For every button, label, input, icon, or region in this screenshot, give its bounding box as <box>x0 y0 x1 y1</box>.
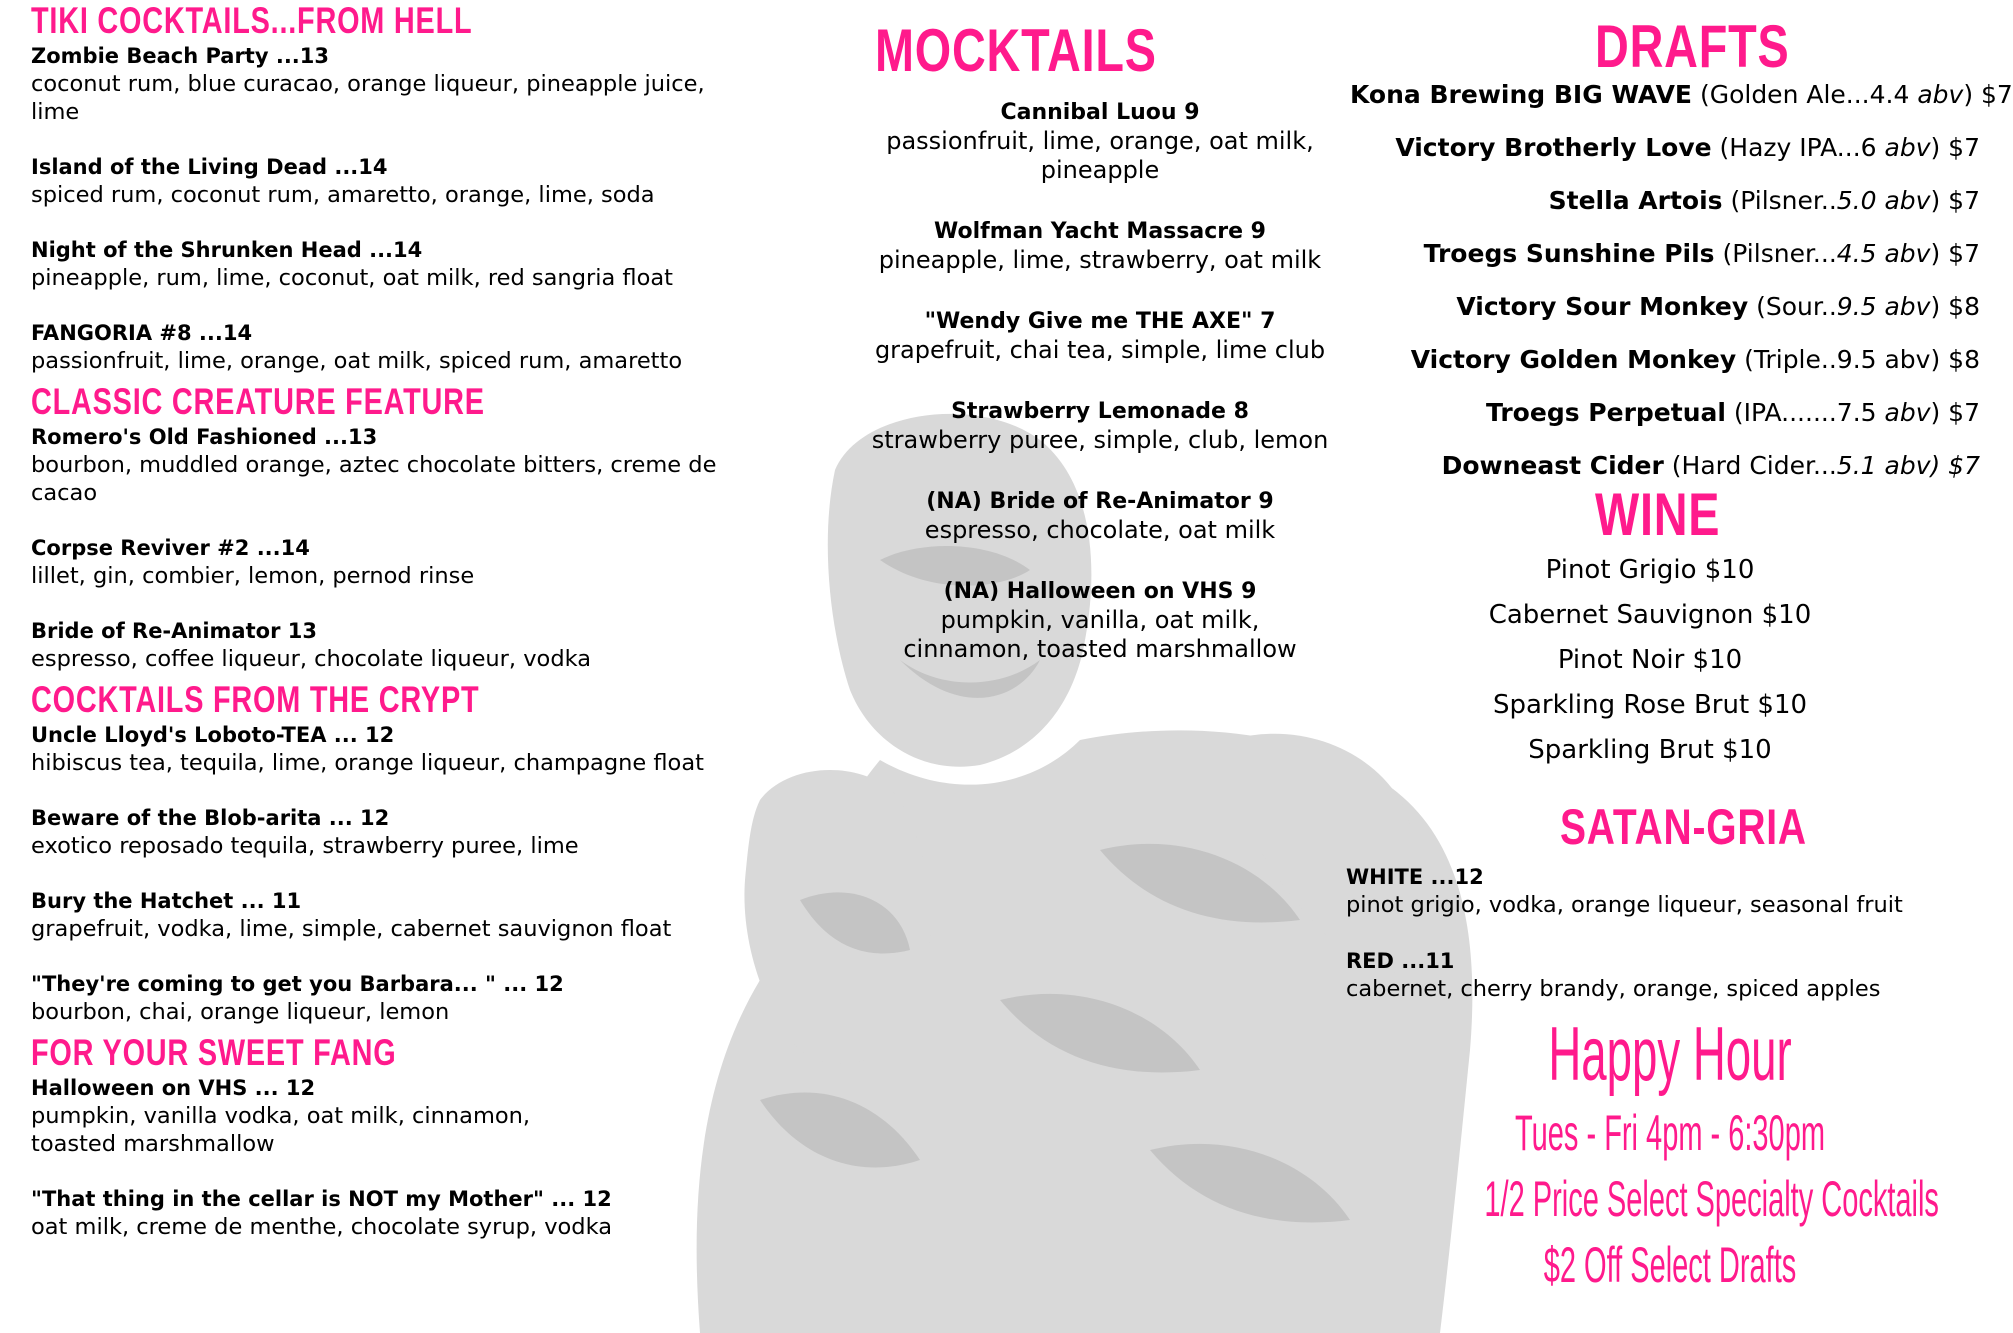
item-desc: pumpkin, vanilla vodka, oat milk, cinnamon, toasted marshmallow <box>31 1103 531 1157</box>
item-desc: cabernet, cherry brandy, orange, spiced apples <box>1346 976 1881 1002</box>
draft-item <box>1350 78 2013 111</box>
menu-item <box>31 804 751 860</box>
item-name: Strawberry Lemonade 8 <box>951 399 1249 424</box>
item-name: FANGORIA #8 ...14 <box>31 321 253 345</box>
draft-price: ) $8 <box>1930 345 1980 374</box>
draft-style: (Triple..9.5 abv <box>1736 345 1931 374</box>
item-desc: espresso, chocolate, oat milk <box>924 516 1276 544</box>
wine-item: Cabernet Sauvignon $10 <box>1488 600 1812 630</box>
item-name: "They're coming to get you Barbara... " ... 12 <box>31 972 564 996</box>
wine-item: Sparkling Brut $10 <box>1528 735 1772 765</box>
happy-hour-line: Tues - Fri 4pm - 6:30pm <box>1515 1105 1825 1161</box>
right-column <box>1346 0 2013 1293</box>
menu-item <box>31 1185 751 1241</box>
item-name: Bury the Hatchet ... 11 <box>31 889 302 913</box>
draft-style: (Sour.. <box>1748 292 1837 321</box>
menu-item <box>31 721 751 777</box>
draft-price: ) $7 <box>1930 398 1980 427</box>
wine-heading-wrap <box>1350 482 1990 548</box>
item-name: Beware of the Blob-arita ... 12 <box>31 806 390 830</box>
item-name: Island of the Living Dead ...14 <box>31 155 388 179</box>
item-desc: hibiscus tea, tequila, lime, orange liqueur, champagne float <box>31 750 704 776</box>
happy-hour-title: Happy Hour <box>1548 1012 1792 1097</box>
draft-item <box>1350 184 1980 217</box>
menu-item <box>31 423 751 507</box>
draft-item <box>1350 237 1980 270</box>
happy-hour <box>1350 1010 1990 1298</box>
item-name: Romero's Old Fashioned ...13 <box>31 425 378 449</box>
draft-abv: 9.5 abv <box>1836 292 1931 321</box>
section-title-drafts: DRAFTS <box>1595 13 1790 80</box>
item-desc: passionfruit, lime, orange, oat milk, spiced rum, amaretto <box>31 348 683 374</box>
section-title-mocktails: MOCKTAILS <box>875 17 1157 84</box>
draft-name: Victory Golden Monkey <box>1410 345 1737 374</box>
item-name: (NA) Bride of Re-Animator 9 <box>926 489 1274 514</box>
menu-item <box>760 307 1440 365</box>
section-title-sweet: FOR YOUR SWEET FANG <box>31 1032 397 1073</box>
menu-item <box>1346 947 1986 1003</box>
draft-style: (Pilsner... <box>1714 239 1837 268</box>
draft-style: (Hard Cider... <box>1663 451 1837 480</box>
section-classic <box>31 381 751 673</box>
menu-item <box>31 42 751 126</box>
drafts-heading-wrap <box>1350 0 1990 78</box>
wine-list <box>1350 548 1950 773</box>
item-name: Corpse Reviver #2 ...14 <box>31 536 310 560</box>
draft-abv: 4.5 abv <box>1836 239 1931 268</box>
draft-item <box>1350 343 1980 376</box>
item-desc: pineapple, rum, lime, coconut, oat milk, red sangria float <box>31 265 673 291</box>
section-title-tiki: TIKI COCKTAILS...FROM HELL <box>31 0 473 41</box>
menu-item <box>760 577 1440 664</box>
draft-item <box>1350 396 1980 429</box>
draft-price: ) $7 <box>1930 133 1980 162</box>
draft-price: ) $7 <box>1963 80 2013 109</box>
draft-price: ) $7 <box>1930 186 1980 215</box>
draft-name: Troegs Perpetual <box>1486 398 1726 427</box>
menu-item <box>31 153 751 209</box>
item-desc: lillet, gin, combier, lemon, pernod rinse <box>31 563 475 589</box>
satangria-heading-wrap <box>1350 773 1990 863</box>
item-desc: espresso, coffee liqueur, chocolate liqueur, vodka <box>31 646 592 672</box>
draft-price: ) $7 <box>1930 239 1980 268</box>
menu-item <box>31 534 751 590</box>
item-desc: pumpkin, vanilla, oat milk, cinnamon, toasted marshmallow <box>903 606 1297 663</box>
draft-name: Stella Artois <box>1548 186 1723 215</box>
item-desc: strawberry puree, simple, club, lemon <box>871 426 1329 454</box>
draft-style: (Golden Ale...4.4 <box>1692 80 1918 109</box>
draft-style: (Pilsner.. <box>1722 186 1837 215</box>
draft-name: Victory Sour Monkey <box>1456 292 1749 321</box>
menu-item <box>31 319 751 375</box>
wine-item: Sparkling Rose Brut $10 <box>1492 690 1808 720</box>
draft-abv: abv <box>1917 80 1964 109</box>
draft-style: (IPA.......7.5 <box>1725 398 1885 427</box>
item-name: WHITE ...12 <box>1346 865 1484 889</box>
middle-column <box>760 0 1440 696</box>
wine-item: Pinot Noir $10 <box>1557 645 1743 675</box>
draft-name: Downeast Cider <box>1441 451 1664 480</box>
section-title-wine: WINE <box>1595 481 1721 548</box>
menu-item <box>760 98 1440 185</box>
item-desc: oat milk, creme de menthe, chocolate syrup, vodka <box>31 1214 613 1240</box>
item-desc: bourbon, muddled orange, aztec chocolate bitters, creme de cacao <box>31 452 717 506</box>
draft-name: Victory Brotherly Love <box>1395 133 1712 162</box>
satangria-list <box>1346 863 1986 1003</box>
item-name: Wolfman Yacht Massacre 9 <box>934 219 1266 244</box>
section-crypt <box>31 679 751 1026</box>
item-name: Cannibal Luou 9 <box>1000 100 1200 125</box>
mocktails-heading-wrap <box>760 0 1440 98</box>
draft-abv: 5.1 abv) $7 <box>1836 451 1980 480</box>
item-name: Bride of Re-Animator 13 <box>31 619 317 643</box>
section-title-classic: CLASSIC CREATURE FEATURE <box>31 381 485 422</box>
item-desc: grapefruit, vodka, lime, simple, cabernet sauvignon float <box>31 916 672 942</box>
item-name: Night of the Shrunken Head ...14 <box>31 238 423 262</box>
item-name: Zombie Beach Party ...13 <box>31 44 329 68</box>
draft-name: Troegs Sunshine Pils <box>1423 239 1715 268</box>
menu-item <box>31 617 751 673</box>
menu-item <box>31 1074 751 1158</box>
menu-item <box>31 887 751 943</box>
draft-abv: 5.0 abv <box>1836 186 1931 215</box>
draft-abv: abv <box>1884 398 1931 427</box>
draft-item <box>1350 449 1980 482</box>
draft-price: ) $8 <box>1930 292 1980 321</box>
menu-item <box>1346 863 1986 919</box>
happy-hour-line: 1/2 Price Select Specialty Cocktails <box>1484 1171 1939 1227</box>
section-sweet <box>31 1032 751 1241</box>
draft-name: Kona Brewing BIG WAVE <box>1350 80 1692 109</box>
menu-item <box>760 217 1440 275</box>
item-name: (NA) Halloween on VHS 9 <box>943 579 1257 604</box>
item-name: RED ...11 <box>1346 949 1455 973</box>
draft-abv: abv <box>1884 133 1931 162</box>
menu-item <box>31 236 751 292</box>
section-title-satangria: SATAN-GRIA <box>1560 799 1807 855</box>
item-desc: exotico reposado tequila, strawberry puree, lime <box>31 833 579 859</box>
item-name: Halloween on VHS ... 12 <box>31 1076 316 1100</box>
item-desc: spiced rum, coconut rum, amaretto, orange, lime, soda <box>31 182 655 208</box>
section-title-crypt: COCKTAILS FROM THE CRYPT <box>31 679 480 720</box>
draft-item <box>1350 131 1980 164</box>
menu-item <box>760 487 1440 545</box>
item-name: Uncle Lloyd's Loboto-TEA ... 12 <box>31 723 395 747</box>
item-name: "Wendy Give me THE AXE" 7 <box>924 309 1276 334</box>
left-column <box>31 0 751 1247</box>
menu-item <box>760 397 1440 455</box>
wine-item: Pinot Grigio $10 <box>1545 555 1755 585</box>
item-desc: coconut rum, blue curacao, orange liqueur, pineapple juice, lime <box>31 71 705 125</box>
item-desc: pinot grigio, vodka, orange liqueur, seasonal fruit <box>1346 892 1903 918</box>
item-name: "That thing in the cellar is NOT my Mother" ... 12 <box>31 1187 612 1211</box>
drafts-list <box>1350 78 2013 482</box>
draft-style: (Hazy IPA...6 <box>1711 133 1885 162</box>
happy-hour-line: $2 Off Select Drafts <box>1543 1237 1797 1293</box>
menu-item <box>31 970 751 1026</box>
item-desc: pineapple, lime, strawberry, oat milk <box>878 246 1322 274</box>
draft-item <box>1350 290 1980 323</box>
item-desc: passionfruit, lime, orange, oat milk, pineapple <box>886 127 1314 184</box>
item-desc: bourbon, chai, orange liqueur, lemon <box>31 999 450 1025</box>
item-desc: grapefruit, chai tea, simple, lime club <box>874 336 1326 364</box>
section-tiki <box>31 0 751 375</box>
